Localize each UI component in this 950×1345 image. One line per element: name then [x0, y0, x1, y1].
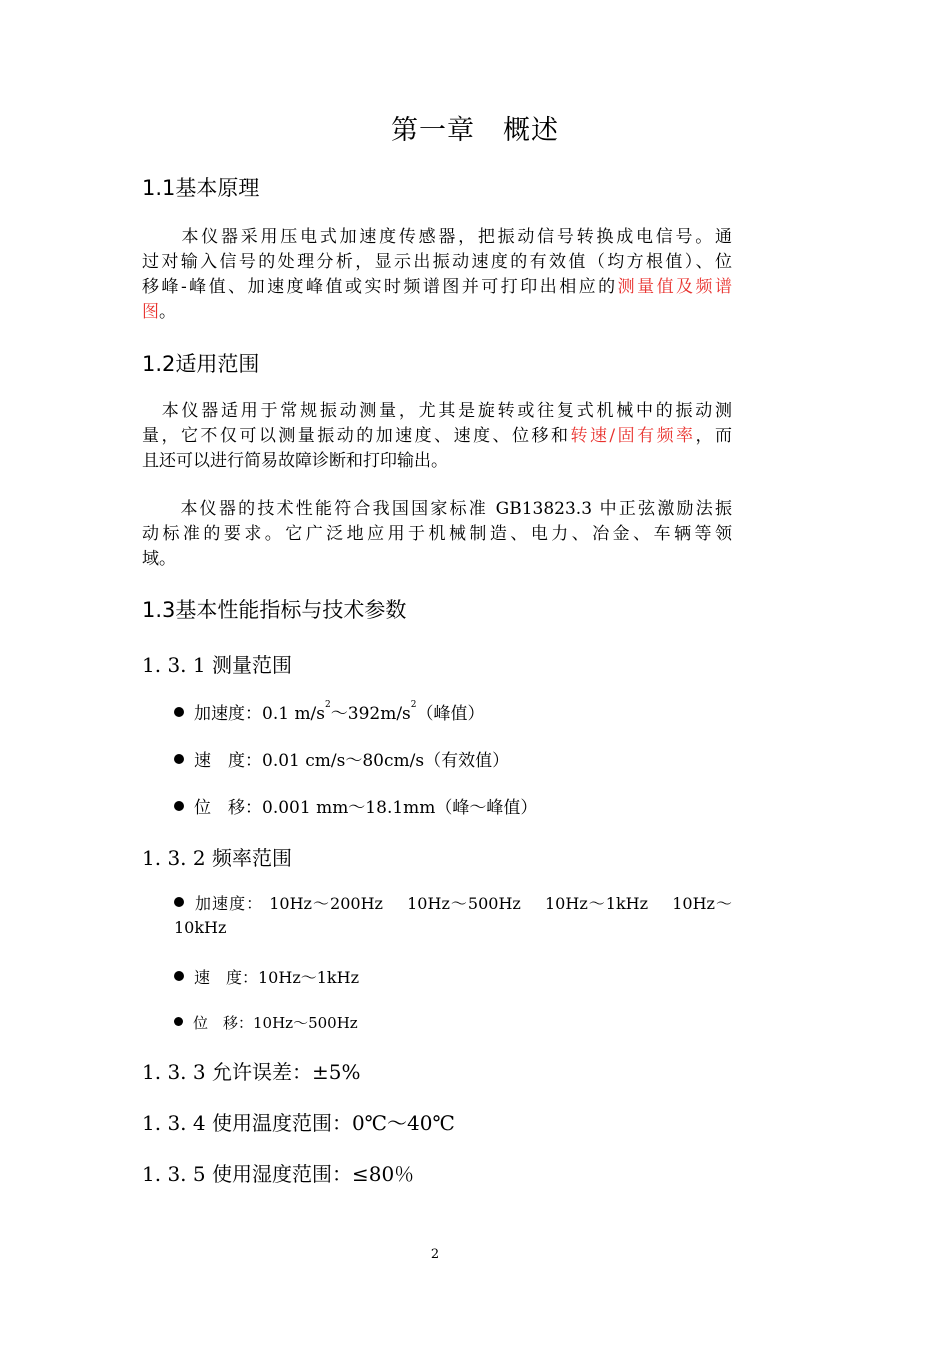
list-item-line [174, 892, 732, 916]
paragraph-text: 。 [159, 302, 176, 322]
list-item-text: 速 度：10Hz～1kHz [194, 968, 360, 987]
sub-heading-1-3-2: 1. 3. 2 频率范围 [142, 846, 292, 870]
bullet-icon [174, 707, 184, 717]
paragraph-text: 量，它不仅可以测量振动的加速度、速度、位移和 [142, 426, 571, 446]
list-item-text: 位 移：10Hz～500Hz [193, 1014, 358, 1032]
bullet-icon [174, 801, 184, 811]
sub-heading-1-3-4: 1. 3. 4 使用温度范围：0℃～40℃ [142, 1111, 455, 1135]
sub-heading-1-3-1: 1. 3. 1 测量范围 [142, 653, 292, 677]
bullet-icon [174, 897, 184, 907]
paragraph-text: 移峰-峰值、加速度峰值或实时频谱图并可打印出相应的 [142, 277, 618, 297]
paragraph-line: 本仪器采用压电式加速度传感器，把振动信号转换成电信号。通 [142, 227, 732, 247]
paragraph-text: ，而 [695, 426, 733, 446]
paragraph-line: 本仪器的技术性能符合我国国家标准 GB13823.3 中正弦激励法振 [142, 499, 732, 519]
sub-heading-1-3-3: 1. 3. 3 允许误差：±5% [142, 1060, 361, 1084]
paragraph-line [142, 424, 732, 449]
chapter-title: 第一章 概述 [391, 115, 559, 146]
list-item-measure-velocity [174, 746, 509, 771]
paragraph-line: 且还可以进行简易故障诊断和打印输出。 [142, 451, 448, 471]
list-item-text: 位 移：0.001 mm～18.1mm（峰～峰值） [194, 798, 538, 818]
paragraph-standard [142, 497, 732, 572]
list-item-text: 加速度： 10Hz～200Hz 10Hz～500Hz 10Hz～1kHz 10Hz～ [194, 894, 732, 913]
list-item-text: 速 度：0.01 cm/s～80cm/s（有效值） [194, 751, 510, 771]
paragraph-line [142, 275, 732, 300]
list-item-frequency-velocity [174, 965, 359, 988]
list-item-text: 加速度：0.1 m/s [194, 704, 326, 724]
list-item-measure-displacement [174, 793, 537, 818]
list-item-line: 10kHz [174, 918, 227, 937]
paragraph-line: 过对输入信号的处理分析，显示出振动速度的有效值（均方根值）、位 [142, 252, 732, 272]
paragraph-line: 动标准的要求。它广泛地应用于机械制造、电力、冶金、车辆等领 [142, 524, 732, 544]
section-heading-1-1: 1.1基本原理 [142, 176, 260, 200]
list-item-text: （峰值） [416, 704, 485, 724]
paragraph-line: 域。 [142, 549, 176, 569]
paragraph-scope [142, 399, 732, 474]
bullet-icon [174, 1017, 183, 1026]
superscript: 2 [325, 700, 331, 710]
paragraph-line: 本仪器适用于常规振动测量，尤其是旋转或往复式机械中的振动测 [142, 401, 732, 421]
list-item-frequency-acceleration [174, 892, 732, 940]
paragraph-line [142, 300, 732, 325]
list-item-measure-acceleration [174, 699, 485, 724]
page-number: 2 [430, 1247, 440, 1262]
superscript: 2 [410, 700, 417, 710]
list-item-frequency-displacement [174, 1012, 358, 1033]
paragraph-basic-principle [142, 225, 732, 325]
highlighted-text: 转速/固有频率 [570, 426, 696, 446]
list-item-text: ～392m/s [330, 704, 411, 724]
sub-heading-1-3-5: 1. 3. 5 使用湿度范围：≤80％ [142, 1162, 415, 1186]
section-heading-1-2: 1.2适用范围 [142, 352, 260, 376]
bullet-icon [174, 971, 184, 981]
section-heading-1-3: 1.3基本性能指标与技术参数 [142, 598, 407, 622]
highlighted-text: 图 [142, 302, 159, 322]
bullet-icon [174, 754, 184, 764]
highlighted-text: 测量值及频谱 [617, 277, 732, 297]
